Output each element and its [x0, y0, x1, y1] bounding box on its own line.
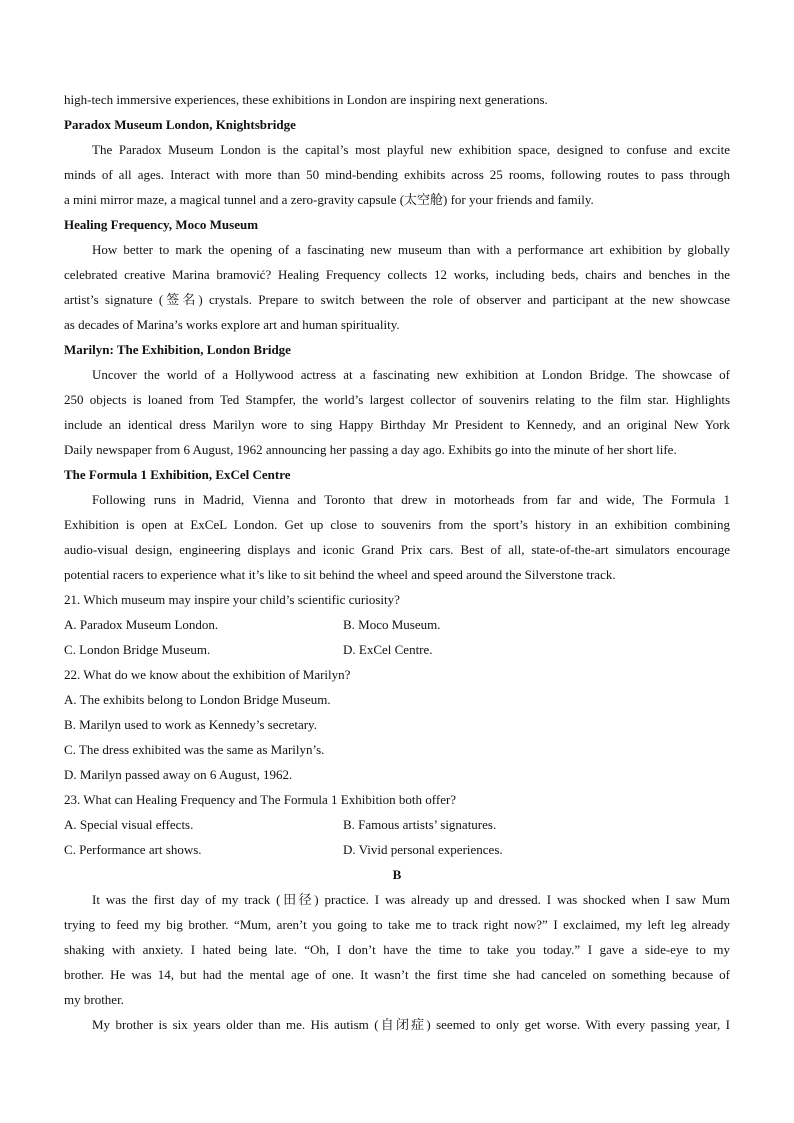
paragraph-line: audio-visual design, engineering displays and iconic Grand Prix cars. Best of all, state-of-the-art simulators encourage: [64, 542, 730, 557]
answer-option[interactable]: A. The exhibits belong to London Bridge Museum.: [64, 692, 331, 707]
paragraph-line: potential racers to experience what it’s like to sit behind the wheel and speed around the Silverstone track.: [64, 567, 616, 582]
paragraph-line: as decades of Marina’s works explore art and human spirituality.: [64, 317, 400, 332]
paragraph-line: minds of all ages. Interact with more than 50 mind-bending exhibits across 25 rooms, following routes to pass through: [64, 167, 730, 182]
paragraph-line: artist’s signature (签名) crystals. Prepare to switch between the role of observer and participant at the new showcase: [64, 292, 730, 307]
answer-option[interactable]: C. London Bridge Museum.: [64, 642, 211, 657]
answer-option[interactable]: A. Paradox Museum London.: [64, 617, 219, 632]
paragraph-line: My brother is six years older than me. His autism (自闭症) seemed to only get worse. With every passing year, I: [92, 1017, 730, 1032]
section-heading: Marilyn: The Exhibition, London Bridge: [64, 342, 291, 357]
paragraph-line: Exhibition is open at ExCeL London. Get up close to souvenirs from the sport’s history in an exhibition combining: [64, 517, 730, 532]
section-heading: Paradox Museum London, Knightsbridge: [64, 117, 296, 132]
answer-option[interactable]: C. Performance art shows.: [64, 842, 202, 857]
paragraph-line: include an identical dress Marilyn wore to sing Happy Birthday Mr President to Kennedy, and an original New York: [64, 417, 730, 432]
paragraph-line: my brother.: [64, 992, 124, 1007]
answer-option[interactable]: A. Special visual effects.: [64, 817, 194, 832]
answer-option[interactable]: C. The dress exhibited was the same as Marilyn’s.: [64, 742, 325, 757]
question-stem: 22. What do we know about the exhibition of Marilyn?: [64, 667, 351, 682]
part-b-label: B: [392, 867, 402, 882]
paragraph-line: celebrated creative Marina bramović? Healing Frequency collects 12 works, including beds, chairs and benches in the: [64, 267, 730, 282]
answer-option[interactable]: D. Marilyn passed away on 6 August, 1962.: [64, 767, 293, 782]
paragraph-line: shaking with anxiety. I hated being late. “Oh, I don’t have the time to take you today.” I gave a side-eye to my: [64, 942, 730, 957]
paragraph-line: How better to mark the opening of a fascinating new museum than with a performance art exhibition by globally: [92, 242, 730, 257]
question-stem: 21. Which museum may inspire your child’s scientific curiosity?: [64, 592, 400, 607]
paragraph-line: brother. He was 14, but had the mental age of one. It wasn’t the first time she had canceled on something because of: [64, 967, 730, 982]
paragraph-line: Uncover the world of a Hollywood actress at a fascinating new exhibition at London Bridge. The showcase of: [92, 367, 730, 382]
answer-option[interactable]: B. Moco Museum.: [343, 617, 441, 632]
section-heading: The Formula 1 Exhibition, ExCel Centre: [64, 467, 291, 482]
paragraph-line: trying to feed my big brother. “Mum, aren’t you going to take me to track right now?” I exclaimed, my left leg already: [64, 917, 730, 932]
paragraph-line: 250 objects is loaned from Ted Stampfer, the world’s largest collector of souvenirs relating to the film star. Highlights: [64, 392, 730, 407]
question-stem: 23. What can Healing Frequency and The Formula 1 Exhibition both offer?: [64, 792, 457, 807]
paragraph-line: Daily newspaper from 6 August, 1962 announcing her passing a day ago. Exhibits go into the minute of her short life.: [64, 442, 677, 457]
paragraph-line: It was the first day of my track (田径) practice. I was already up and dressed. I was shocked when I saw Mum: [92, 892, 730, 907]
answer-option[interactable]: B. Famous artists’ signatures.: [343, 817, 497, 832]
answer-option[interactable]: B. Marilyn used to work as Kennedy’s secretary.: [64, 717, 317, 732]
paragraph-line: Following runs in Madrid, Vienna and Toronto that drew in motorheads from far and wide, The Formula 1: [92, 492, 730, 507]
section-heading: Healing Frequency, Moco Museum: [64, 217, 259, 232]
answer-option[interactable]: D. Vivid personal experiences.: [343, 842, 503, 857]
paragraph-line: a mini mirror maze, a magical tunnel and a zero-gravity capsule (太空舱) for your friends and family.: [64, 192, 594, 207]
answer-option[interactable]: D. ExCel Centre.: [343, 642, 433, 657]
paragraph-line: The Paradox Museum London is the capital’s most playful new exhibition space, designed to confuse and excite: [92, 142, 730, 157]
intro-line: high-tech immersive experiences, these exhibitions in London are inspiring next generations.: [64, 92, 548, 107]
